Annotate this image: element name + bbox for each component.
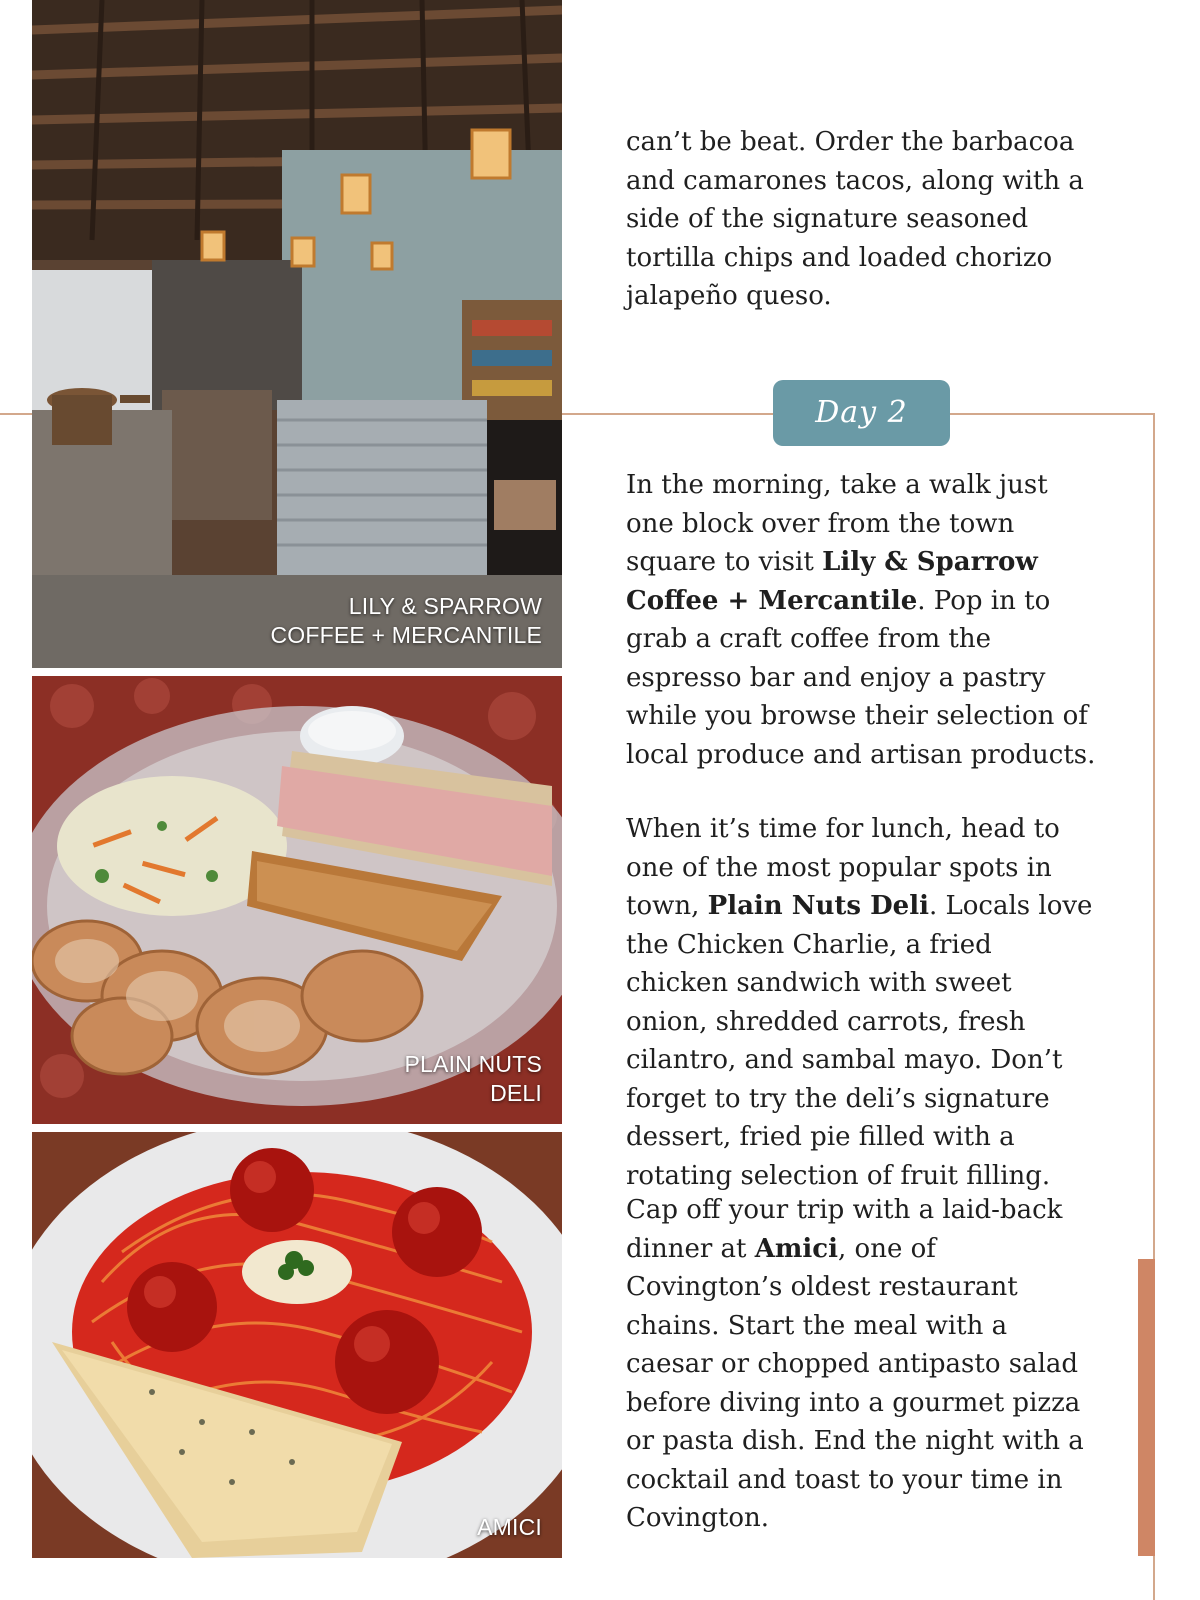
day-badge: Day 2 xyxy=(773,380,950,446)
paragraph-dinner xyxy=(626,1191,1096,1538)
caption-line: PLAIN NUTS xyxy=(404,1051,542,1077)
paragraph-lunch xyxy=(626,810,1096,1195)
intro-paragraph xyxy=(626,123,1096,316)
paragraph-text: , one of Covington’s oldest restaurant chains. Start the meal with a caesar or chopped antipasto salad before diving into a gourmet pizza or pasta dish. End the night with a cocktail and toast to your time in Covington. xyxy=(626,1233,1084,1533)
cafe-interior-image xyxy=(32,0,562,668)
venue-name-lily-sparrow: Lily & Sparrow Coffee + Mercantile xyxy=(626,547,1038,616)
spaghetti-plate-image xyxy=(32,1132,562,1558)
photo-lily-sparrow-cafe xyxy=(32,0,562,668)
caption-line: DELI xyxy=(490,1080,542,1106)
paragraph-morning xyxy=(626,466,1096,774)
venue-name-amici: Amici xyxy=(754,1233,839,1264)
photo-amici xyxy=(32,1132,562,1558)
accent-bar xyxy=(1138,1259,1155,1556)
paragraph-text: In the morning, take a walk just one block over from the town square to visit xyxy=(626,470,1048,577)
photo-plain-nuts-deli xyxy=(32,676,562,1124)
intro-text: can’t be beat. Order the barbacoa and camarones tacos, along with a side of the signature seasoned tortilla chips and loaded chorizo jalapeño queso. xyxy=(626,127,1084,311)
venue-name-plain-nuts-deli: Plain Nuts Deli xyxy=(707,891,929,921)
photo-caption-cafe xyxy=(270,592,542,650)
caption-line: LILY & SPARROW xyxy=(348,593,542,619)
divider-line-left xyxy=(0,413,32,415)
photo-caption-deli xyxy=(405,1050,542,1108)
caption-line: COFFEE + MERCANTILE xyxy=(270,622,542,648)
photo-caption-amici xyxy=(477,1513,542,1542)
paragraph-text: . Locals love the Chicken Charlie, a fried chicken sandwich with sweet onion, shredded carrots, fresh cilantro, and sambal mayo. Don’t forget to try the deli’s signature dessert, fried pie filled with a rotating selection of fruit filling. xyxy=(626,891,1093,1191)
caption-line: AMICI xyxy=(477,1514,542,1540)
paragraph-text: Cap off your trip with a laid-back dinner at xyxy=(626,1195,1063,1264)
paragraph-text: . Pop in to grab a craft coffee from the espresso bar and enjoy a pastry while you browse their selection of local produce and artisan products. xyxy=(626,585,1096,770)
paragraph-text: When it’s time for lunch, head to one of the most popular spots in town, xyxy=(626,814,1060,921)
